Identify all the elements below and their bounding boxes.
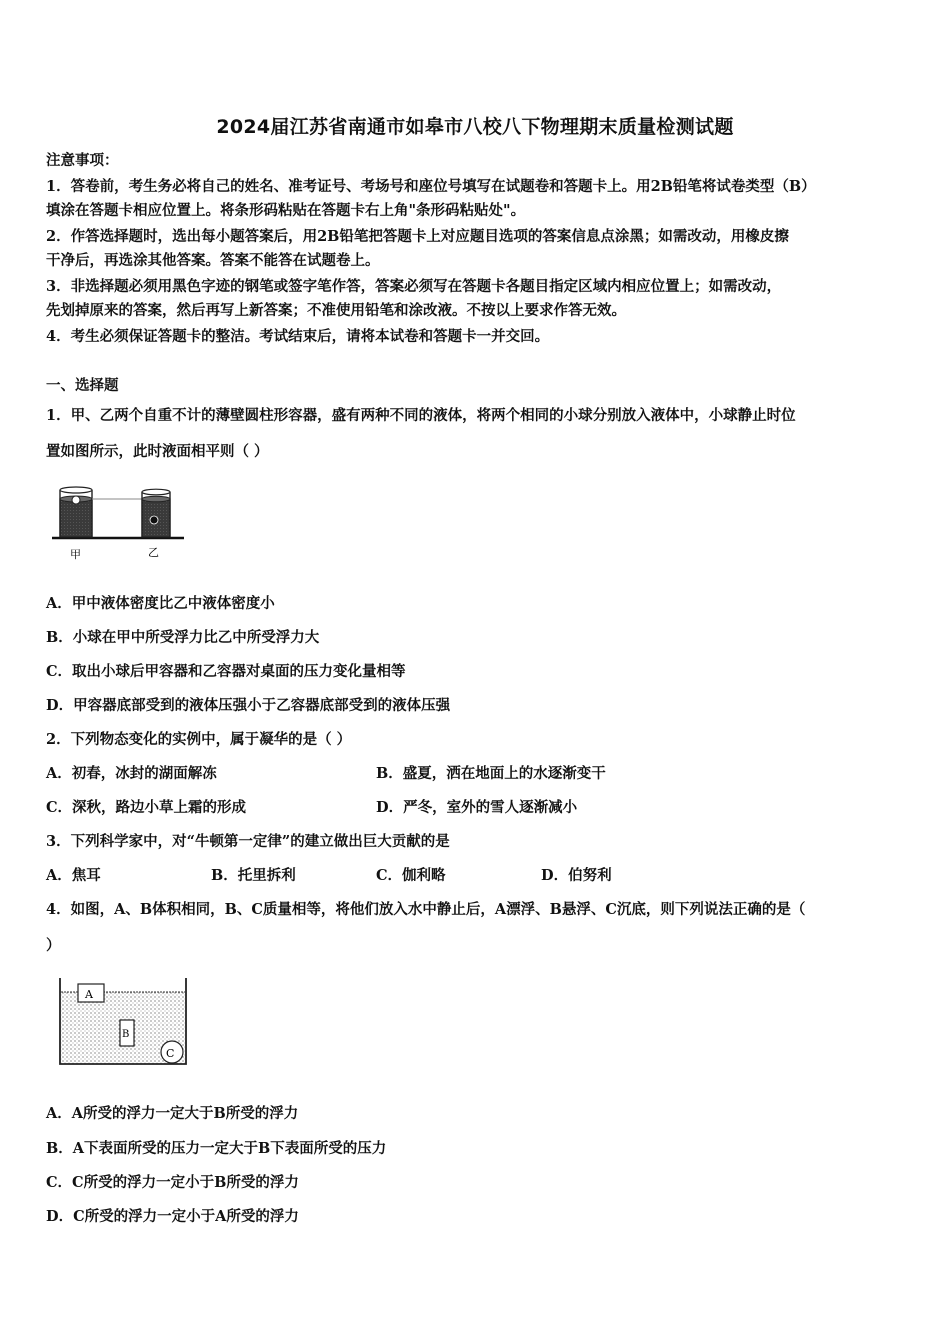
notice-heading: 注意事项： [46,152,119,169]
q4-stem-cont: ） [46,937,61,954]
q3-option-d: D．伯努利 [541,867,612,884]
q2-stem: 2．下列物态变化的实例中，属于凝华的是（ ） [46,731,352,748]
q4-option-c: C．C所受的浮力一定小于B所受的浮力 [46,1174,299,1191]
label-yi: 乙 [148,546,159,559]
notice-line: 1．答卷前，考生务必将自己的姓名、准考证号、考场号和座位号填写在试题卷和答题卡上。用2B铅笔将试卷类型（B） [46,178,816,195]
q4-option-d: D．C所受的浮力一定小于A所受的浮力 [46,1208,299,1225]
notice-line: 4．考生必须保证答题卡的整洁。考试结束后，请将本试卷和答题卡一并交回。 [46,328,550,345]
q1-option-b: B．小球在甲中所受浮力比乙中所受浮力大 [46,629,320,646]
notice-line: 填涂在答题卡相应位置上。将条形码粘贴在答题卡右上角"条形码粘贴处"。 [46,202,526,219]
q4-option-b: B．A下表面所受的压力一定大于B下表面所受的压力 [46,1140,387,1157]
ball-c [161,1041,183,1063]
q1-option-a: A．甲中液体密度比乙中液体密度小 [46,595,275,612]
q4-figure [54,972,194,1070]
q2-option-c: C．深秋，路边小草上霜的形成 [46,799,247,816]
block-b [120,1020,134,1046]
block-a [78,984,104,1002]
q4-option-a: A．A所受的浮力一定大于B所受的浮力 [46,1105,299,1122]
container-jia [60,487,92,537]
q2-option-b: B．盛夏，洒在地面上的水逐渐变干 [376,765,606,782]
q3-option-a: A．焦耳 [46,867,101,884]
q3-stem: 3．下列科学家中，对“牛顿第一定律”的建立做出巨大贡献的是 [46,833,450,850]
svg-text:B: B [122,1029,130,1040]
svg-text:C: C [166,1047,175,1060]
ball-jia [72,496,80,504]
q1-option-c: C．取出小球后甲容器和乙容器对桌面的压力变化量相等 [46,663,406,680]
q2-option-d: D．严冬，室外的雪人逐渐减小 [376,799,578,816]
notice-line: 2．作答选择题时，选出每小题答案后，用2B铅笔把答题卡上对应题目选项的答案信息点涂黑；如需改动，用橡皮擦 [46,228,789,245]
q4-stem: 4．如图，A、B体积相同，B、C质量相等，将他们放入水中静止后，A漂浮、B悬浮、C沉底，则下列说法正确的是（ [46,901,806,918]
q3-option-b: B．托里拆利 [211,867,296,884]
q1-figure [48,482,188,564]
svg-text:A: A [85,988,93,1001]
q1-stem-cont: 置如图所示，此时液面相平则（ ） [46,443,269,460]
q1-stem: 1．甲、乙两个自重不计的薄壁圆柱形容器，盛有两种不同的液体，将两个相同的小球分别放入液体中，小球静止时位 [46,407,796,424]
ball-yi [150,516,158,524]
page-title: 2024届江苏省南通市如皋市八校八下物理期末质量检测试题 [216,116,734,138]
notice-line: 3．非选择题必须用黑色字迹的钢笔或签字笔作答，答案必须写在答题卡各题目指定区域内相应位置上；如需改动， [46,278,782,295]
notice-line: 先划掉原来的答案，然后再写上新答案；不准使用铅笔和涂改液。不按以上要求作答无效。 [46,302,626,319]
container-yi [142,489,170,537]
notice-line: 干净后，再选涂其他答案。答案不能答在试题卷上。 [46,252,380,269]
q2-option-a: A．初春，冰封的湖面解冻 [46,765,217,782]
q1-option-d: D．甲容器底部受到的液体压强小于乙容器底部受到的液体压强 [46,697,451,714]
label-jia: 甲 [70,548,81,561]
q3-option-c: C．伽利略 [376,867,446,884]
section-heading: 一、选择题 [46,377,119,394]
